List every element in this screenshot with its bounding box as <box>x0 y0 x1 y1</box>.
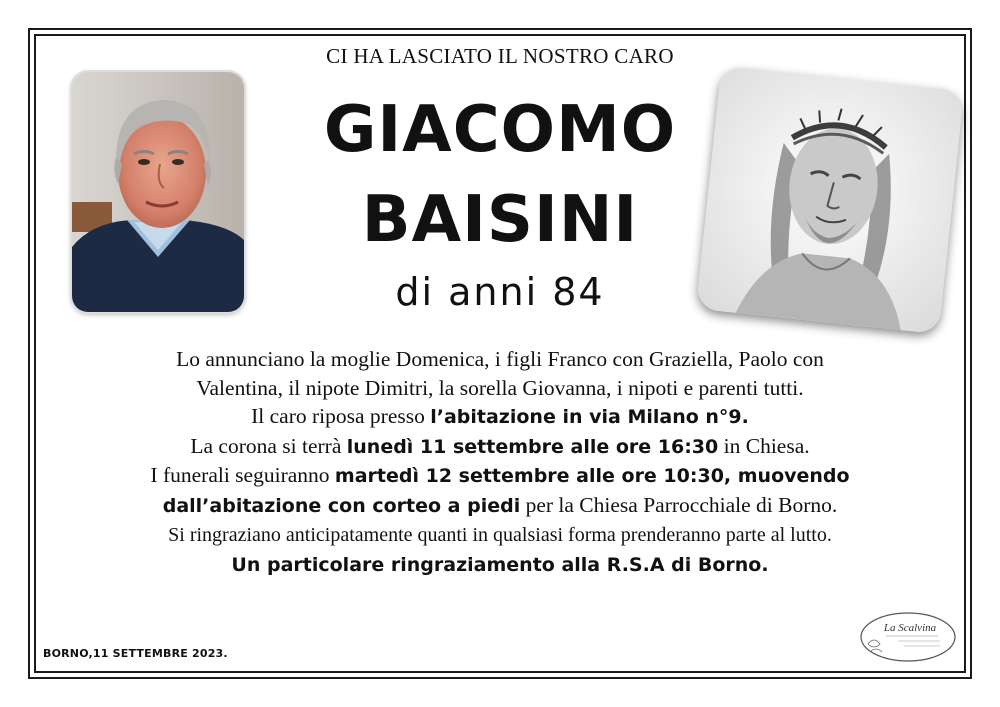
announcement-line <box>50 550 950 580</box>
bold-segment: dall’abitazione con corteo a piedi <box>162 494 521 517</box>
funeral-home-logo <box>858 610 958 664</box>
portrait-photo-icon <box>72 72 244 312</box>
text-segment: Si ringraziano anticipatamente quanti in qualsiasi forma prenderanno parte al lutto. <box>168 524 832 546</box>
announcement-line <box>50 402 950 432</box>
text-segment: Il caro riposa presso <box>251 404 431 428</box>
text-segment: in Chiesa. <box>718 433 810 458</box>
text-segment: La corona si terrà <box>190 433 347 458</box>
funeral-home-logo-icon <box>858 610 958 664</box>
text-segment: I funerali seguiranno <box>150 463 335 487</box>
age-text: di anni 84 <box>395 270 605 314</box>
announcement-line <box>50 491 950 521</box>
announcement-line <box>50 345 950 374</box>
bold-segment: lunedì 11 settembre alle ore 16:30 <box>346 435 719 458</box>
announcement-line <box>50 520 950 550</box>
religious-image <box>696 66 964 334</box>
announcement-line <box>50 432 950 462</box>
announcement-text <box>50 345 950 579</box>
last-name: BAISINI <box>361 183 639 257</box>
portrait-photo <box>72 72 244 312</box>
logo-brand: La Scalvina <box>883 622 937 634</box>
announcement-line <box>50 461 950 491</box>
intro-text: CI HA LASCIATO IL NOSTRO CARO <box>326 44 674 68</box>
first-name: GIACOMO <box>323 93 677 167</box>
announcement-line <box>50 374 950 403</box>
text-segment: Valentina, il nipote Dimitri, la sorella Giovanna, i nipoti e parenti tutti. <box>196 375 804 400</box>
christ-crown-of-thorns-icon <box>696 66 964 334</box>
bold-segment: Un particolare ringraziamento alla R.S.A di Borno. <box>231 553 769 576</box>
bold-segment: l’abitazione in via Milano n°9. <box>430 406 749 428</box>
text-segment: Lo annunciano la moglie Domenica, i figli Franco con Graziella, Paolo con <box>176 347 824 371</box>
bold-segment: martedì 12 settembre alle ore 10:30, muovendo <box>334 465 850 487</box>
place-date: BORNO,11 SETTEMBRE 2023. <box>43 647 228 660</box>
text-segment: per la Chiesa Parrocchiale di Borno. <box>520 492 838 517</box>
